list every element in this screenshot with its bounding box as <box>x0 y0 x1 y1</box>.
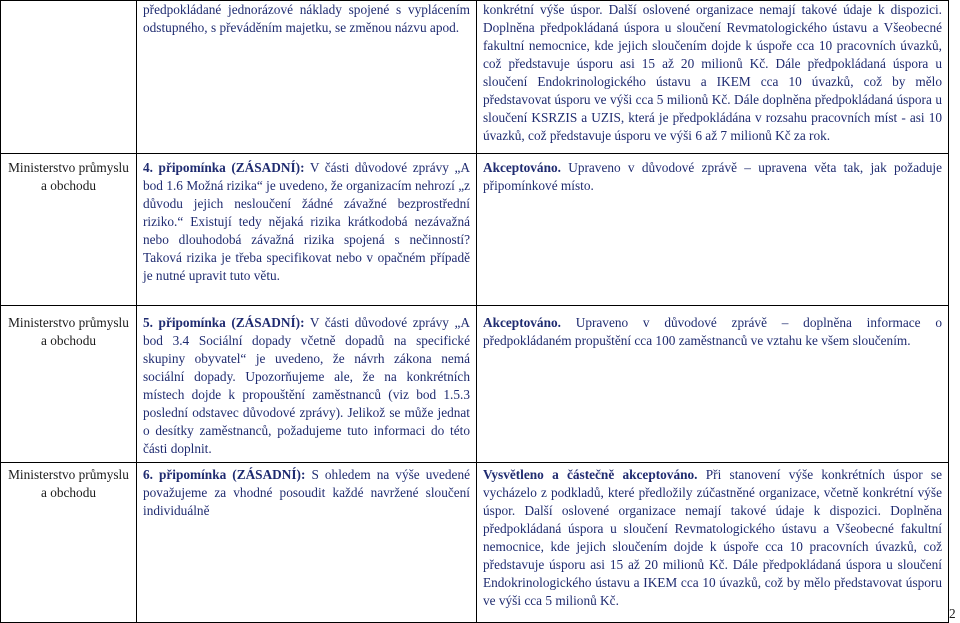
response-cell <box>477 463 949 623</box>
response-text: Upraveno v důvodové zprávě – doplněna informace o předpokládaném propuštění cca 100 zaměstnanců ve vztahu ke všem sloučením. <box>483 315 942 348</box>
org-cell <box>1 154 137 306</box>
org-name: Ministerstvo průmyslu a obchodu <box>8 315 129 348</box>
table-row <box>1 463 949 623</box>
response-text: Upraveno v důvodové zprávě – upravena věta tak, jak požaduje připomínkové místo. <box>483 160 942 193</box>
comment-text: V části důvodové zprávy „A bod 3.4 Sociální dopady včetně dopadů na specifické skupiny obyvatel“ je uvedeno, že návrh zákona nemá sociální dopady. Upozorňujeme ale, že na konkrétních místech dojde k propouštění zaměstnanců (viz bod 1.5.3 poslední odstavec důvodové zprávy). Jelikož se může jednat o desítky zaměstnanců, požadujeme tuto informaci do této části doplnit. <box>143 315 470 456</box>
response-heading: Akceptováno. <box>483 160 561 175</box>
org-name: Ministerstvo průmyslu a obchodu <box>8 467 129 500</box>
comment-heading: 5. připomínka (ZÁSADNÍ): <box>143 315 305 330</box>
page-number: 2 <box>949 606 956 621</box>
comment-text: S ohledem na výše uvedené považujeme za vhodné posoudit každé navržené sloučení individuálně <box>143 467 471 518</box>
comment-heading: 6. připomínka (ZÁSADNÍ): <box>143 467 306 482</box>
response-text: Při stanovení výše konkrétních úspor se vycházelo z podkladů, které předložily zúčastněné organizace, včetně konkrétní výše úspor. Další oslovené organizace nemají takové údaje k dispozici. Doplněna předpokládaná úspora u sloučení Revmatologického ústavu a Všeobecné fakultní nemocnice, kde jejich sloučením dojde k úspoře cca 10 pracovních úvazků, což představuje úsporu asi 15 až 20 milionů Kč. Dále předpokládaná úspora u sloučení Endokrinologického ústavu a IKEM cca 10 úvazků, což by mělo představovat úsporu ve výši cca 5 milionů Kč. <box>483 467 943 608</box>
org-cell <box>1 1 137 154</box>
comment-cell <box>137 306 477 463</box>
response-text: konkrétní výše úspor. Další oslovené organizace nemají takové údaje k dispozici. Doplněna předpokládaná úspora u sloučení Revmatologického ústavu a Všeobecné fakultní nemocnice, kde jejich sloučením dojde k úspoře cca 10 pracovních úvazků, což představuje úsporu asi 15 až 20 milionů Kč. Dále předpokládaná úspora u sloučení Endokrinologického ústavu a IKEM cca 10 úvazků, což by mělo představovat úsporu ve výši cca 5 milionů Kč. Dále doplněna předpokládaná úspora u sloučení KSRZIS a UZIS, která je předpokládána v rozsahu pracovních míst - asi 10 úvazků, což představuje úsporu ve výši 6 až 7 milionů Kč za rok. <box>483 2 942 143</box>
comment-cell <box>137 154 477 306</box>
response-cell <box>477 1 949 154</box>
org-name: Ministerstvo průmyslu a obchodu <box>8 160 129 193</box>
table-row <box>1 154 949 306</box>
comment-cell <box>137 463 477 623</box>
response-heading: Akceptováno. <box>483 315 561 330</box>
comment-text: V části důvodové zprávy „A bod 1.6 Možná rizika“ je uvedeno, že organizacím nehrozí „z důvodu jejich nesloučení žádné závažné bezprostřední riziko.“ Existují tedy nějaká rizika krátkodobá nezávažná nebo dlouhodobá závažná rizika spojená s nečinností? Taková rizika je třeba specifikovat nebo v opačném případě je nutné upravit tuto větu. <box>143 160 470 283</box>
table-row <box>1 1 949 154</box>
response-heading: Vysvětleno a částečně akceptováno. <box>483 467 698 482</box>
org-cell <box>1 463 137 623</box>
response-cell <box>477 154 949 306</box>
comment-cell <box>137 1 477 154</box>
comment-heading: 4. připomínka (ZÁSADNÍ): <box>143 160 305 175</box>
response-cell <box>477 306 949 463</box>
table-row <box>1 306 949 463</box>
comment-text: předpokládané jednorázové náklady spojené s vyplácením odstupného, s převáděním majetku, se změnou názvu apod. <box>143 2 470 35</box>
org-cell <box>1 306 137 463</box>
